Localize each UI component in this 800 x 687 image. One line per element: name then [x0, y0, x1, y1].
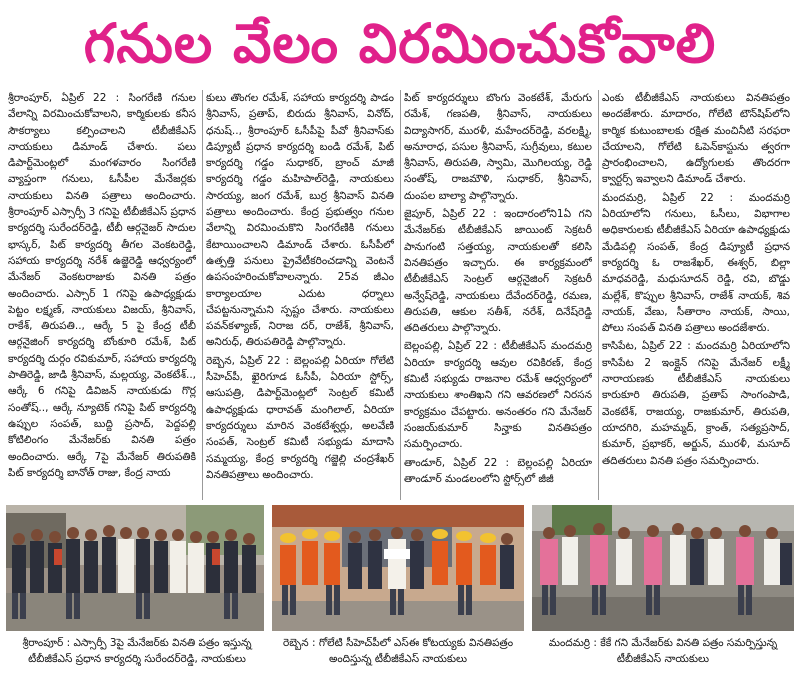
photo-rebbena-group [272, 505, 524, 631]
column-divider [400, 90, 401, 500]
column-divider [598, 90, 599, 500]
column-paragraph: కులు తొంగల రమేశ్‌, సహాయ కార్యదర్శి పాడం శ్రీనివాస్‌, ప్రతాప్‌, బిరుదు శ్రీనివాస్‌, వినోద్‌, ధనుష్‌.., శ్రీరాంపూర్‌ ఓసీపీపై పీవో శ్రీనివాస్‌కు డిప్యూటీ ప్రధాన కార్యదర్శి బండి రమేశ్‌, పిట్‌ కార్యదర్శి గడ్డం సుధాకర్‌, బ్రాంచ్‌ మాజీ కార్యదర్శి గడ్డం మహిపాల్‌రెడ్డి, నాయకులు సారయ్య, జంగ రమేశ్‌, బుర్ర శ్రీనివాస్‌ వినతి పత్రాలు అందించారు. కేంద్ర ప్రభుత్వం గనుల వేలాన్ని విరమించుకొని సింగరేణికి గనులు కేటాయించాలని డిమాండ్‌ చేశారు. ఓసీపీలో ఉత్పత్తి పనులు ప్రైవేటీకరించడాన్ని వెంటనే ఉపసంహరించుకోవాలన్నారు. 25వ జీఎం కార్యాలయాల ఎదుట ధర్నాలు చేపట్టనున్నామని స్పష్టం చేశారు. నాయకులు పవన్‌కళ్యాణ్‌, నిరాజ దర్‌, రాజేశ్‌, శ్రీనివాస్‌, అనిరుధ్‌, తిరుపతిరెడ్డి పాల్గొన్నారు. [206, 92, 394, 349]
photo-srirampur-group [6, 505, 264, 631]
column-paragraph: ఎంకు టీబీజీకేఎస్‌ నాయకులు వినతిపత్రం అందజేశారు. మాదారం, గోలేటి టౌన్‌షిప్‌లోని కార్మిక కుటుంబాలకు రక్షిత మంచినీటి సరఫరా చేయాలని, గోలేటి ఓపెన్‌కాస్టును త్వరగా ప్రారంభించాలని, ఉద్యోగులకు తొందరగా క్వార్టర్స్‌ ఇవ్వాలని డిమాండ్‌ చేశారు. [602, 92, 790, 186]
column-paragraph: శ్రీరాంపూర్‌, ఏప్రిల్‌ 22 : సింగరేణి గనుల వేలాన్ని విరమించుకోవాలని, కార్మికులకు కనీస సౌకర్యాలు కల్పించాలని టీబీజీకేఎస్‌ నాయకులు డిమాండ్‌ చేశారు. పలు డిపార్ట్‌మెంట్లలో మంగళవారం సింగరేణి వ్యాప్తంగా గనులు, ఓసీపీల మేనేజర్లకు నాయకులు వినతి పత్రాలు అందించారు. శ్రీరాంపూర్‌ ఎస్సార్పీ 3 గనిపై టీబీజీకేఎస్‌ ప్రధాన కార్యదర్శి సురేందర్‌రెడ్డి, టీబీ ఆర్గనైజర్‌ సాదుల భాస్కర్‌, పిట్‌ కార్యదర్శి తీగల వెంకటరెడ్డి, సహాయ కార్యదర్శి నరేశ్‌ ఉజ్జెరెడ్డి ఆధ్వర్యంలో మేనేజర్‌ వెంకటరాజుకు వినతి పత్రం అందించారు. ఎస్సార్‌ 1 గనిపై ఉపాధ్యక్షుడు పెట్టం లక్ష్మణ్‌, నాయకులు విజయ్‌, శ్రీనివాస్‌, రాకేశ్‌, తిరుపతి.., ఆర్కే 5 పై కేంద్ర టీబీ ఆర్గనైజింగ్‌ కార్యదర్శి బోంకూరి రమేశ్‌, పిట్‌ కార్యదర్శి దుర్గం రవికుమార్‌, సహాయ కార్యదర్శి పాతిరెడ్డి, జాడి శ్రీనివాస్‌, మల్లయ్య, వెంకటేశ్‌.., ఆర్కే 6 గనిపై డివిజన్‌ నాయకుడు గొర్ల సంతోష్‌.., ఆర్కే న్యూటెక్‌ గనిపై పిట్‌ కార్యదర్శి ఉప్పుల సంపత్‌, బుద్ది ప్రసాద్‌, పెద్దపల్లి కోటిలింగం మేనేజర్‌కు వినతి పత్రం అందించారు. ఆర్కే 7పై మేనేజర్‌ తిరుపతికి పిట్‌ కార్యదర్శి బానోత్‌ రాజు, కేంద్ర నాయ [8, 92, 196, 479]
photo-caption: శ్రీరాంపూర్‌ : ఎస్సార్పీ 3పై మేనేజర్‌కు వినతి పత్రం ఇస్తున్న టీబీజీకేఎస్‌ ప్రధాన కార్యదర్శి సురేందర్‌రెడ్డి, నాయకులు [22, 637, 252, 665]
column-paragraph: రెబ్బెన, ఏప్రిల్‌ 22 : బెల్లంపల్లి ఏరియా గోలేటి సీహెచ్‌పీ, ఖైరిగూడ ఓసీపీ, ఏరియా స్టోర్స్‌, ఆసుపత్రి, డిపార్ట్‌మెంట్లలో సెంట్రల్‌ కమిటీ ఉపాధ్యక్షుడు ధారావత్‌ మంగిలాల్‌, ఏరియా కార్యదర్శులు మారిన వెంకటేశ్వర్లు, అలవేణి సంపత్‌, సెంట్రల్‌ కమిటీ సభ్యుడు మాదాసి సమ్మయ్య, కేంద్ర కార్యదర్శి గజ్జెల్లి చంద్రశేఖర్‌ వినతిపత్రాలు అందించారు. [206, 354, 394, 481]
article-column-2 [206, 90, 394, 500]
column-divider [202, 90, 203, 500]
column-paragraph: తాండూర్‌, ఏప్రిల్‌ 22 : బెల్లంపల్లి ఏరియా తాండూర్‌ మండలంలోని స్టోర్స్‌లో జీజీ [404, 456, 592, 485]
article-column-4 [602, 90, 790, 500]
photo-mandamarri-group [532, 505, 794, 631]
headline: గనుల వేలం విరమించుకోవాలి [83, 12, 717, 75]
column-paragraph: మందమర్రి, ఏప్రిల్‌ 22 : మందమర్రి ఏరియాలోని గనులు, ఓసీలు, విభాగాల అధికారులకు టీబీజీకేఎస్‌ ఏరియా ఉపాధ్యక్షుడు మేడిపల్లి సంపత్‌, కేంద్ర డిప్యూటీ ప్రధాన కార్యదర్శి ఓ రాజశేఖర్‌, ఈశ్వర్‌, బిల్లా మాధవరెడ్డి, మధుసూదన్‌ రెడ్డి, రవి, బొడ్డు మల్లేశ్‌, కొప్పుల శ్రీనివాస్‌, రాజేశ్‌ నాయక్‌, శివ నాయక్‌, వేణు, సీతారాం నాయక్‌, సాయి, పోలు సంపత్‌ వినతి పత్రాలు అందజేశారు. [602, 191, 790, 335]
headline-banner [0, 0, 800, 88]
photo-caption: రెబ్బెన : గోలేటి సీహెచ్‌పీలో ఎస్‌ఈ కోటయ్యకు వినతిపత్రం అందిస్తున్న టీబీజీకేఎస్‌ నాయకులు [282, 637, 514, 665]
column-paragraph: కాసిపేట, ఏప్రిల్‌ 22 : మందమర్రి ఏరియాలోని కాసిపేట 2 ఇంక్లైన్‌ గనిపై మేనేజర్‌ లక్ష్మీ నారాయణకు టీబీజీకేఎస్‌ నాయకులు కారుకూరి తిరుపతి, ప్రతాప్‌ సాంగంపాడి, వెంకటేశ్‌, రాజయ్య, రాజకుమార్‌, తిరుపతి, యాదగిరి, మహమ్మద్‌, క్రాంత్‌, సత్యప్రసాద్‌, కుమార్‌, ప్రభాకర్‌, అర్జున్‌, మురళీ, మసూద్‌ తదితరులు వినతి పత్రం సమర్పించారు. [602, 340, 790, 467]
photo-caption: మందమర్రి : కేకే గని మేనేజర్‌కు వినతి పత్రం సమర్పిస్తున్న టీబీజీకేఎస్‌ నాయకులు [548, 637, 778, 665]
column-paragraph: బెల్లంపల్లి, ఏప్రిల్‌ 22 : టీబీజీకేఎస్‌ మందమర్రి ఏరియా కార్యదర్శి ఆవుల రవికిరణ్‌, కేంద్ర కమిటీ సభ్యుడు రాజనాల రమేశ్‌ ఆధ్వర్యంలో నాయకులు శాంతిఖని గని ఆవరణలో నిరసన కార్యక్రమం చేపట్టారు. అనంతరం గని మేనేజర్‌ సంజయ్‌కుమార్‌ సిన్హాకు వినతిపత్రం సమర్పించారు. [404, 340, 592, 451]
article-body [8, 90, 794, 500]
article-column-1 [8, 90, 196, 500]
column-paragraph: జైపూర్‌, ఏప్రిల్‌ 22 : ఇందారంలోని1ఏ గని మేనేజర్‌కు టీబీజీకేఎస్‌ జాయింట్‌ సెక్రటరీ పానుగంటి సత్తయ్య, నాయకులతో కలిసి వినతిపత్రం ఇచ్చారు. ఈ కార్యక్రమంలో టీబీజీకేఎస్‌ సెంట్రల్‌ ఆర్గనైజింగ్‌ సెక్రటరీ అన్వేష్‌రెడ్డి, నాయకులు దేవేందర్‌రెడ్డి, రమణ, తిరుపతి, ఆకుల సతీశ్‌, నరేశ్‌, దినేష్‌రెడ్డి తదితరులు పాల్గొన్నారు. [404, 208, 592, 335]
article-column-3 [404, 90, 592, 500]
column-paragraph: పిట్‌ కార్యదర్శులు బొంగు వెంకటేశ్‌, మేరుగు రమేశ్‌, గణపతి, శ్రీనివాస్‌, నాయకులు విద్యాసాగర్‌, మురళీ, మహేందర్‌రెడ్డి, వరలక్ష్మి, అనూరాధ, పసుల శ్రీనివాస్‌, సుగ్రీవులు, కటుల శ్రీనివాస్‌, తిరుపతి, స్వామి, మొగిలయ్య, రెడ్డి సంతోష్‌, రాజమౌళి, సుధాకర్‌, శ్రీనివాస్‌, దుంపల బాల్యా పాల్గొన్నారు. [404, 92, 592, 202]
